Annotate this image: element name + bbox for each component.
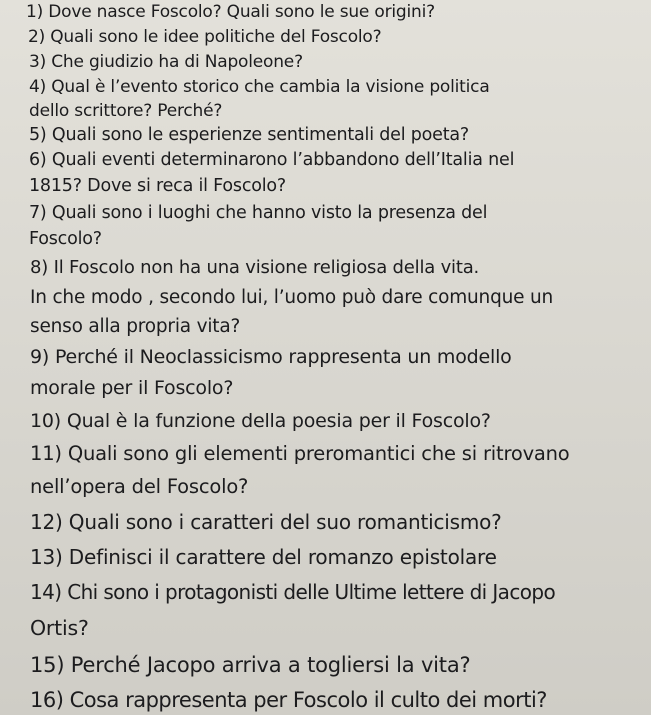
question-16-line-1: 16) Cosa rappresenta per Foscolo il culto dei morti? bbox=[30, 688, 547, 712]
question-7-line-2: Foscolo? bbox=[29, 229, 102, 249]
question-9-line-2: morale per il Foscolo? bbox=[30, 377, 234, 399]
question-8-line-1: 8) Il Foscolo non ha una visione religiosa della vita. bbox=[30, 257, 480, 278]
question-12-line-1: 12) Quali sono i caratteri del suo romanticismo? bbox=[30, 510, 502, 534]
question-14-line-2: Ortis? bbox=[30, 616, 89, 640]
question-13-line-1: 13) Definisci il carattere del romanzo epistolare bbox=[30, 545, 497, 569]
question-15-line-1: 15) Perché Jacopo arriva a togliersi la vita? bbox=[30, 653, 471, 677]
question-9-line-1: 9) Perché il Neoclassicismo rappresenta un modello bbox=[30, 346, 512, 368]
question-4-line-1: 4) Qual è l’evento storico che cambia la visione politica bbox=[29, 77, 490, 97]
question-6-line-1: 6) Quali eventi determinarono l’abbandono dell’Italia nel bbox=[29, 150, 515, 170]
question-14-line-1: 14) Chi sono i protagonisti delle Ultime lettere di Jacopo bbox=[30, 580, 556, 604]
question-1-line-1: 1) Dove nasce Foscolo? Quali sono le sue origini? bbox=[26, 2, 435, 22]
question-8-line-3: senso alla propria vita? bbox=[30, 316, 241, 337]
question-11-line-2: nell’opera del Foscolo? bbox=[30, 475, 249, 498]
question-6-line-2: 1815? Dove si reca il Foscolo? bbox=[29, 176, 287, 196]
question-8-line-2: In che modo , secondo lui, l’uomo può dare comunque un bbox=[30, 287, 554, 308]
question-2-line-1: 2) Quali sono le idee politiche del Foscolo? bbox=[28, 27, 382, 47]
question-4-line-2: dello scrittore? Perché? bbox=[29, 101, 223, 121]
question-11-line-1: 11) Quali sono gli elementi preromantici che si ritrovano bbox=[30, 442, 570, 465]
question-5-line-1: 5) Quali sono le esperienze sentimentali del poeta? bbox=[29, 125, 469, 145]
question-10-line-1: 10) Qual è la funzione della poesia per il Foscolo? bbox=[30, 410, 491, 432]
question-7-line-1: 7) Quali sono i luoghi che hanno visto la presenza del bbox=[29, 203, 488, 223]
question-3-line-1: 3) Che giudizio ha di Napoleone? bbox=[29, 52, 303, 72]
